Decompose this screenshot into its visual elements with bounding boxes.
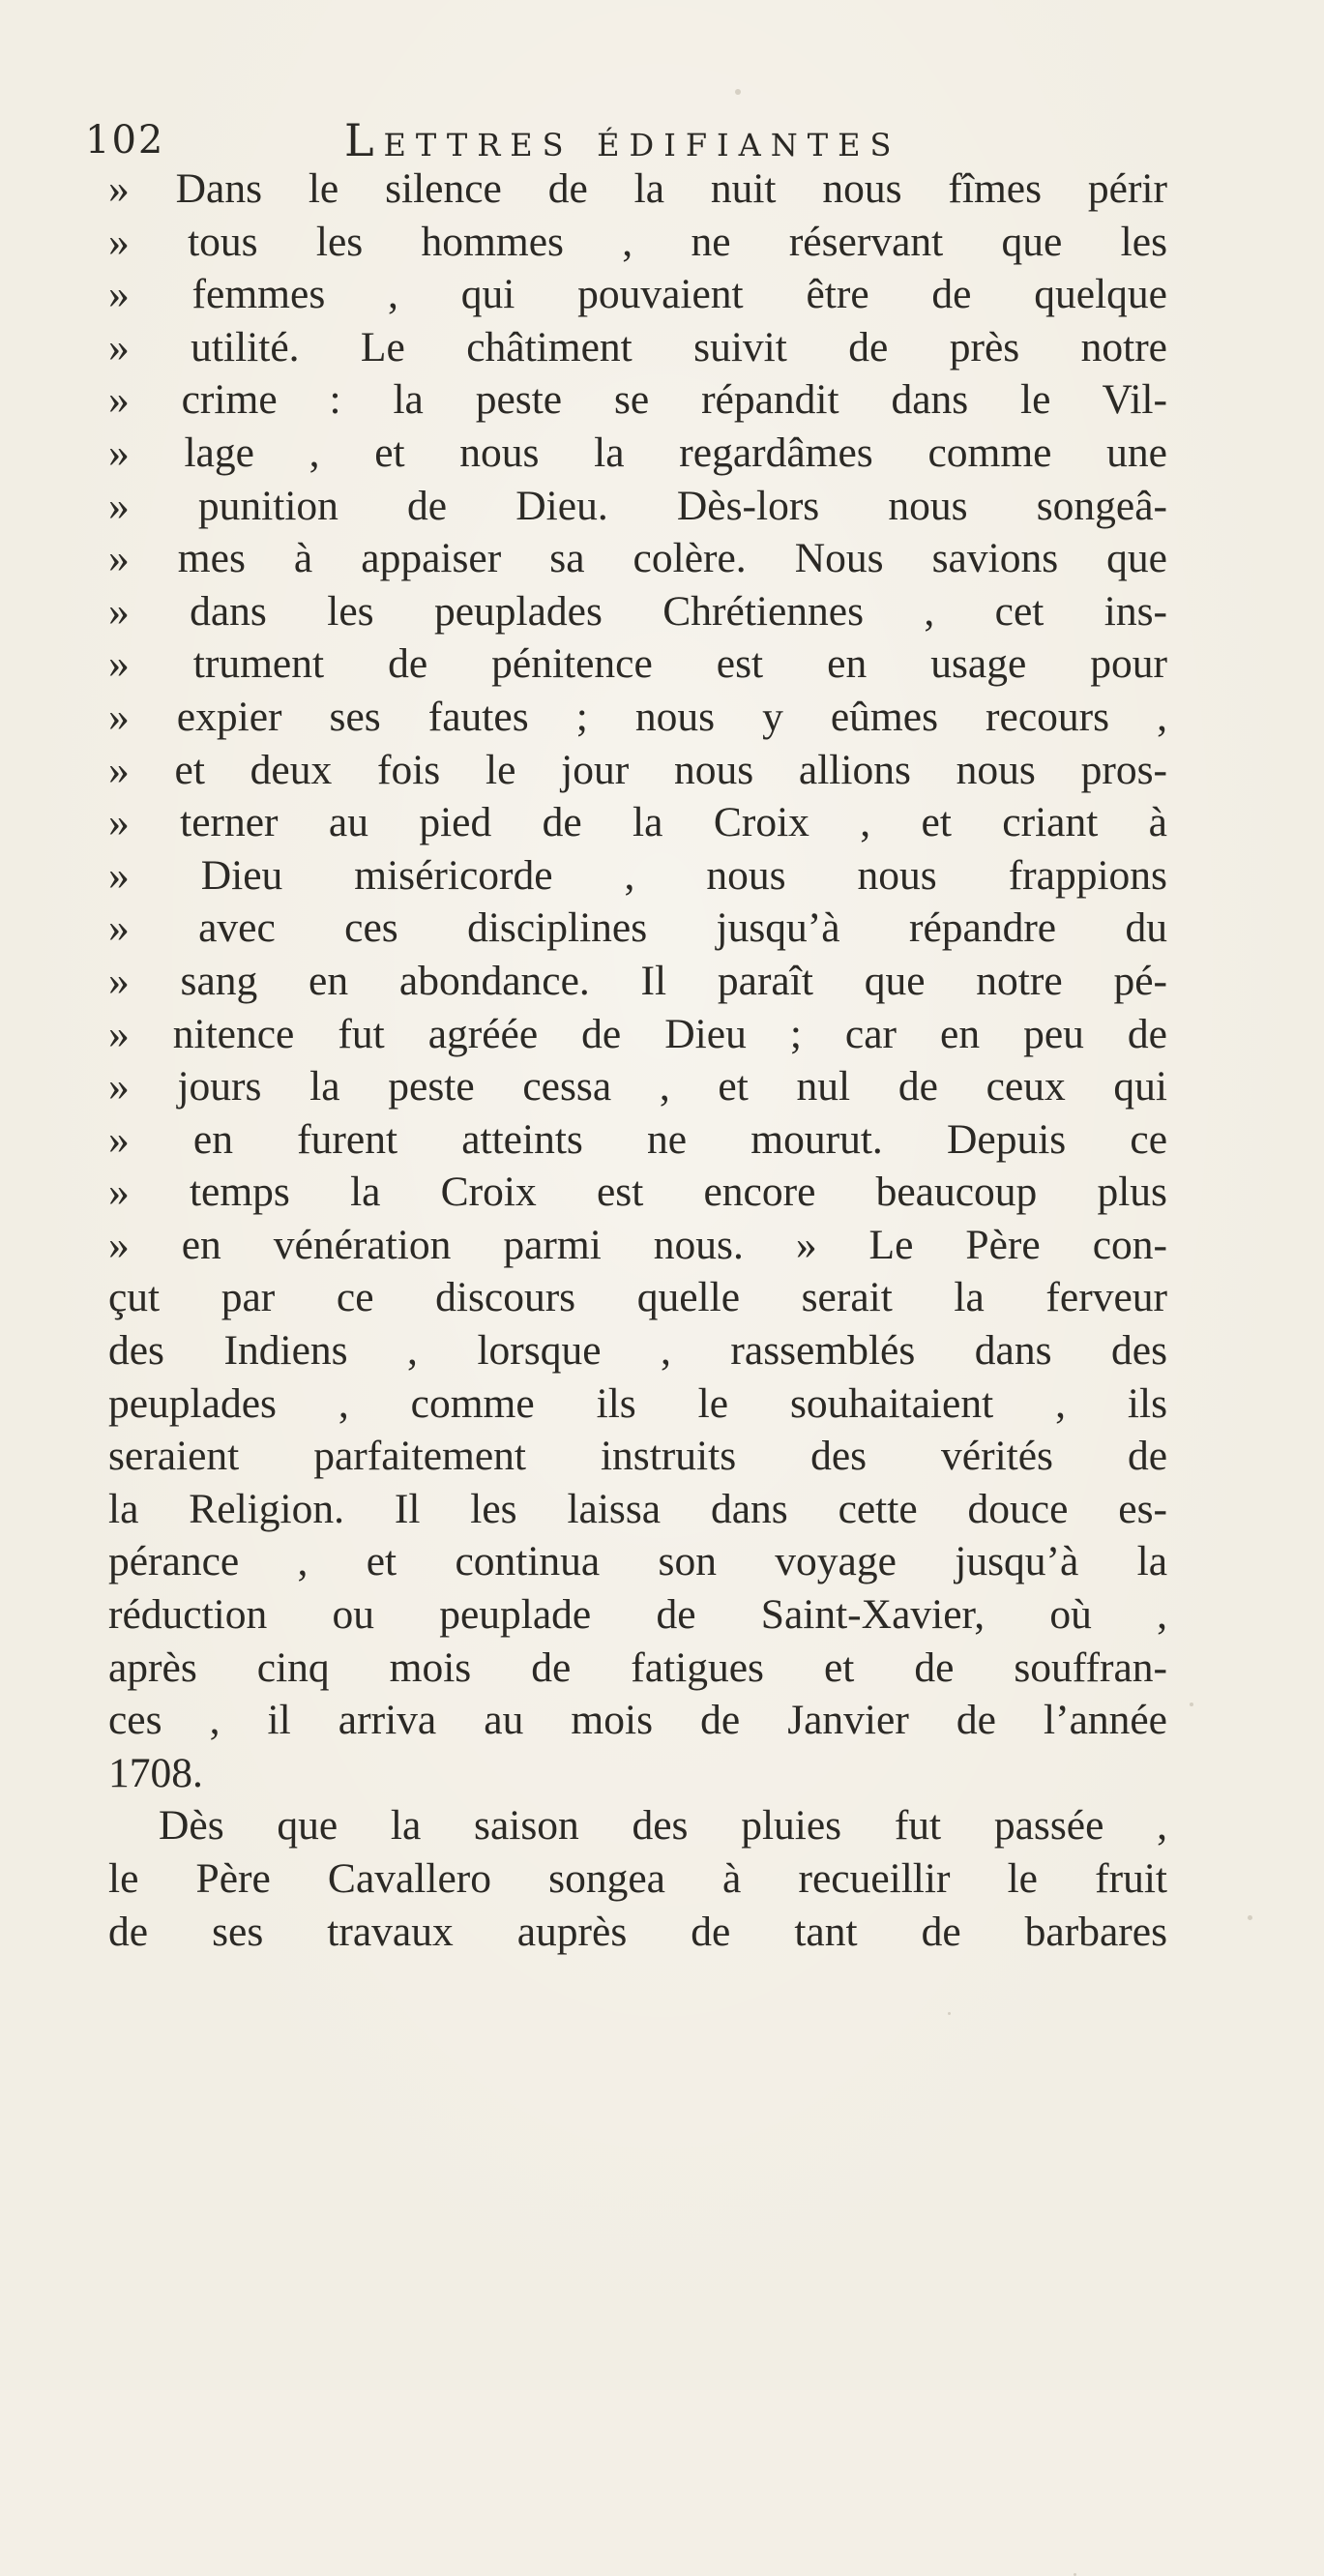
text-line: çut par ce discours quelle serait la ferveur <box>108 1274 1167 1321</box>
text-line: pérance , et continua son voyage jusqu’à la <box>108 1538 1167 1585</box>
text-line: réduction ou peuplade de Saint-Xavier, où , <box>108 1591 1167 1639</box>
text-line: après cinq mois de fatigues et de souffran- <box>108 1643 1167 1691</box>
text-line: » et deux fois le jour nous allions nous pros- <box>108 746 1167 793</box>
text-line: » nitence fut agréée de Dieu ; car en peu de <box>108 1010 1167 1057</box>
text-line: ces , il arriva au mois de Janvier de l’année <box>108 1697 1167 1744</box>
text-line: peuplades , comme ils le souhaitaient , ils <box>108 1379 1167 1427</box>
text-line: le Père Cavallero songea à recueillir le fruit <box>108 1855 1167 1902</box>
text-line: » jours la peste cessa , et nul de ceux qui <box>108 1063 1167 1110</box>
text-line: » sang en abondance. Il paraît que notre pé- <box>108 957 1167 1004</box>
text-line: » terner au pied de la Croix , et criant à <box>108 799 1167 846</box>
text-line: » temps la Croix est encore beaucoup plus <box>108 1169 1167 1216</box>
text-line: seraient parfaitement instruits des vérités de <box>108 1433 1167 1480</box>
text-line: » en furent atteints ne mourut. Depuis ce <box>108 1115 1167 1163</box>
text-line: » tous les hommes , ne réservant que les <box>108 218 1167 265</box>
text-line: » dans les peuplades Chrétiennes , cet ins- <box>108 587 1167 635</box>
text-line: » punition de Dieu. Dès-lors nous songeâ- <box>108 482 1167 529</box>
text-line: 1708. <box>108 1749 203 1796</box>
text-line: » utilité. Le châtiment suivit de près notre <box>108 323 1167 370</box>
text-line: » Dieu miséricorde , nous nous frappions <box>108 851 1167 899</box>
text-line: » trument de pénitence est en usage pour <box>108 640 1167 688</box>
text-line: » avec ces disciplines jusqu’à répandre du <box>108 904 1167 952</box>
text-line: » crime : la peste se répandit dans le Vil- <box>108 376 1167 424</box>
text-line: la Religion. Il les laissa dans cette douce es- <box>108 1485 1167 1532</box>
text-line: » en vénération parmi nous. » Le Père con- <box>108 1221 1167 1268</box>
text-line: des Indiens , lorsque , rassemblés dans des <box>108 1327 1167 1375</box>
text-line: » mes à appaiser sa colère. Nous savions que <box>108 535 1167 582</box>
text-line: de ses travaux auprès de tant de barbares <box>108 1908 1167 1955</box>
text-line: » Dans le silence de la nuit nous fîmes périr <box>108 165 1167 212</box>
page-number: 102 <box>85 118 165 163</box>
text-line: Dès que la saison des pluies fut passée , <box>159 1802 1167 1850</box>
text-line: » lage , et nous la regardâmes comme une <box>108 429 1167 476</box>
text-line: » expier ses fautes ; nous y eûmes recours , <box>108 693 1167 740</box>
text-line: » femmes , qui pouvaient être de quelque <box>108 271 1167 318</box>
running-title: Lettres édifiantes <box>344 114 901 166</box>
body-text <box>108 163 1167 1958</box>
